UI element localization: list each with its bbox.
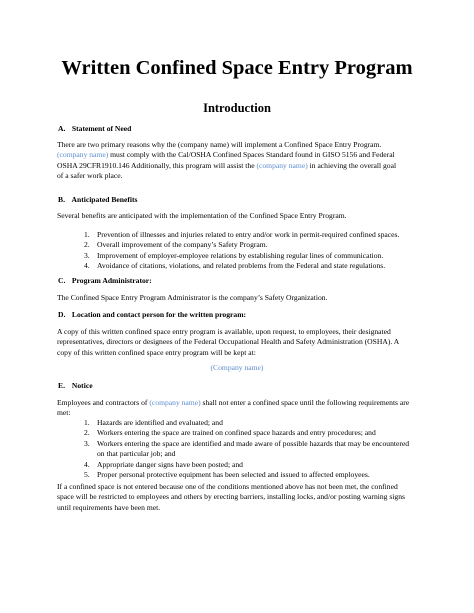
section-title-introduction: Introduction xyxy=(203,101,271,115)
section-c-paragraph: The Confined Space Entry Program Administrator is the company’s Safety Organization. xyxy=(57,293,328,302)
company-location-placeholder: (Company name) xyxy=(210,363,264,372)
company-name-placeholder: (company name) xyxy=(256,160,308,170)
list-item: 2. Overall improvement of the company’s Safety Program. xyxy=(84,240,268,250)
section-c-heading: C. Program Administrator: xyxy=(58,276,152,285)
list-item: 1. Hazards are identified and evaluated; and xyxy=(84,418,223,427)
section-b-heading: B. Anticipated Benefits xyxy=(58,195,138,204)
list-item: 1. Prevention of illnesses and injuries related to entry and/or work in permit-required confined spaces. xyxy=(84,230,400,239)
section-e-intro: Employees and contractors of (company name) shall not enter a confined space until the following requirements are met: xyxy=(57,398,410,418)
section-d-heading: D. Location and contact person for the written program: xyxy=(58,310,247,319)
section-a-paragraph: There are two primary reasons why the (company name) will implement a Confined Space Entry Program. (company name) must comply with the Cal/OSHA Confined Spaces Standard found in GISO 5156 and Federal OSHA 29CFR1910.146 Additionally, this program will assist the (company name) in achieving the overall goal of a safer work place. xyxy=(57,140,397,181)
section-e-heading: E. Notice xyxy=(58,381,93,390)
list-item: 5. Proper personal protective equipment has been selected and issued to affected employees. xyxy=(84,470,370,480)
section-b-intro: Several benefits are anticipated with the implementation of the Confined Space Entry Program. xyxy=(57,211,347,220)
benefits-list xyxy=(84,230,399,272)
list-item: 3. Improvement of employer-employee relations by establishing regular lines of communication. xyxy=(84,250,384,260)
section-a-heading: A. Statement of Need xyxy=(58,124,132,133)
section-d-paragraph: A copy of this written confined space entry program is available, upon request, to employees, their designated representatives, directors or designees of the Federal Occupational Health and Safety Administration (OSHA). A copy of this written confined space entry program will be kept at: xyxy=(57,327,400,357)
list-item: 3. Workers entering the space are identified and made aware of possible hazards that may be encountered on that particular job; and xyxy=(84,438,410,459)
company-name-placeholder: (company name) xyxy=(57,150,109,160)
list-item: 4. Appropriate danger signs have been posted; and xyxy=(84,459,243,469)
list-item: 2. Workers entering the space are trained on confined space hazards and entry procedures; and xyxy=(84,428,376,438)
company-name-placeholder: (company name) xyxy=(149,398,201,407)
requirements-list xyxy=(84,418,409,480)
document-title: Written Confined Space Entry Program xyxy=(61,57,413,79)
list-item: 4. Avoidance of citations, violations, and related problems from the Federal and state regulations. xyxy=(84,261,386,271)
section-e-closing: If a confined space is not entered because one of the conditions mentioned above has not been met, the confined space will be restricted to employees and others by erecting barriers, installing locks, and/or posting warning signs until requirements have been met. xyxy=(57,482,405,512)
